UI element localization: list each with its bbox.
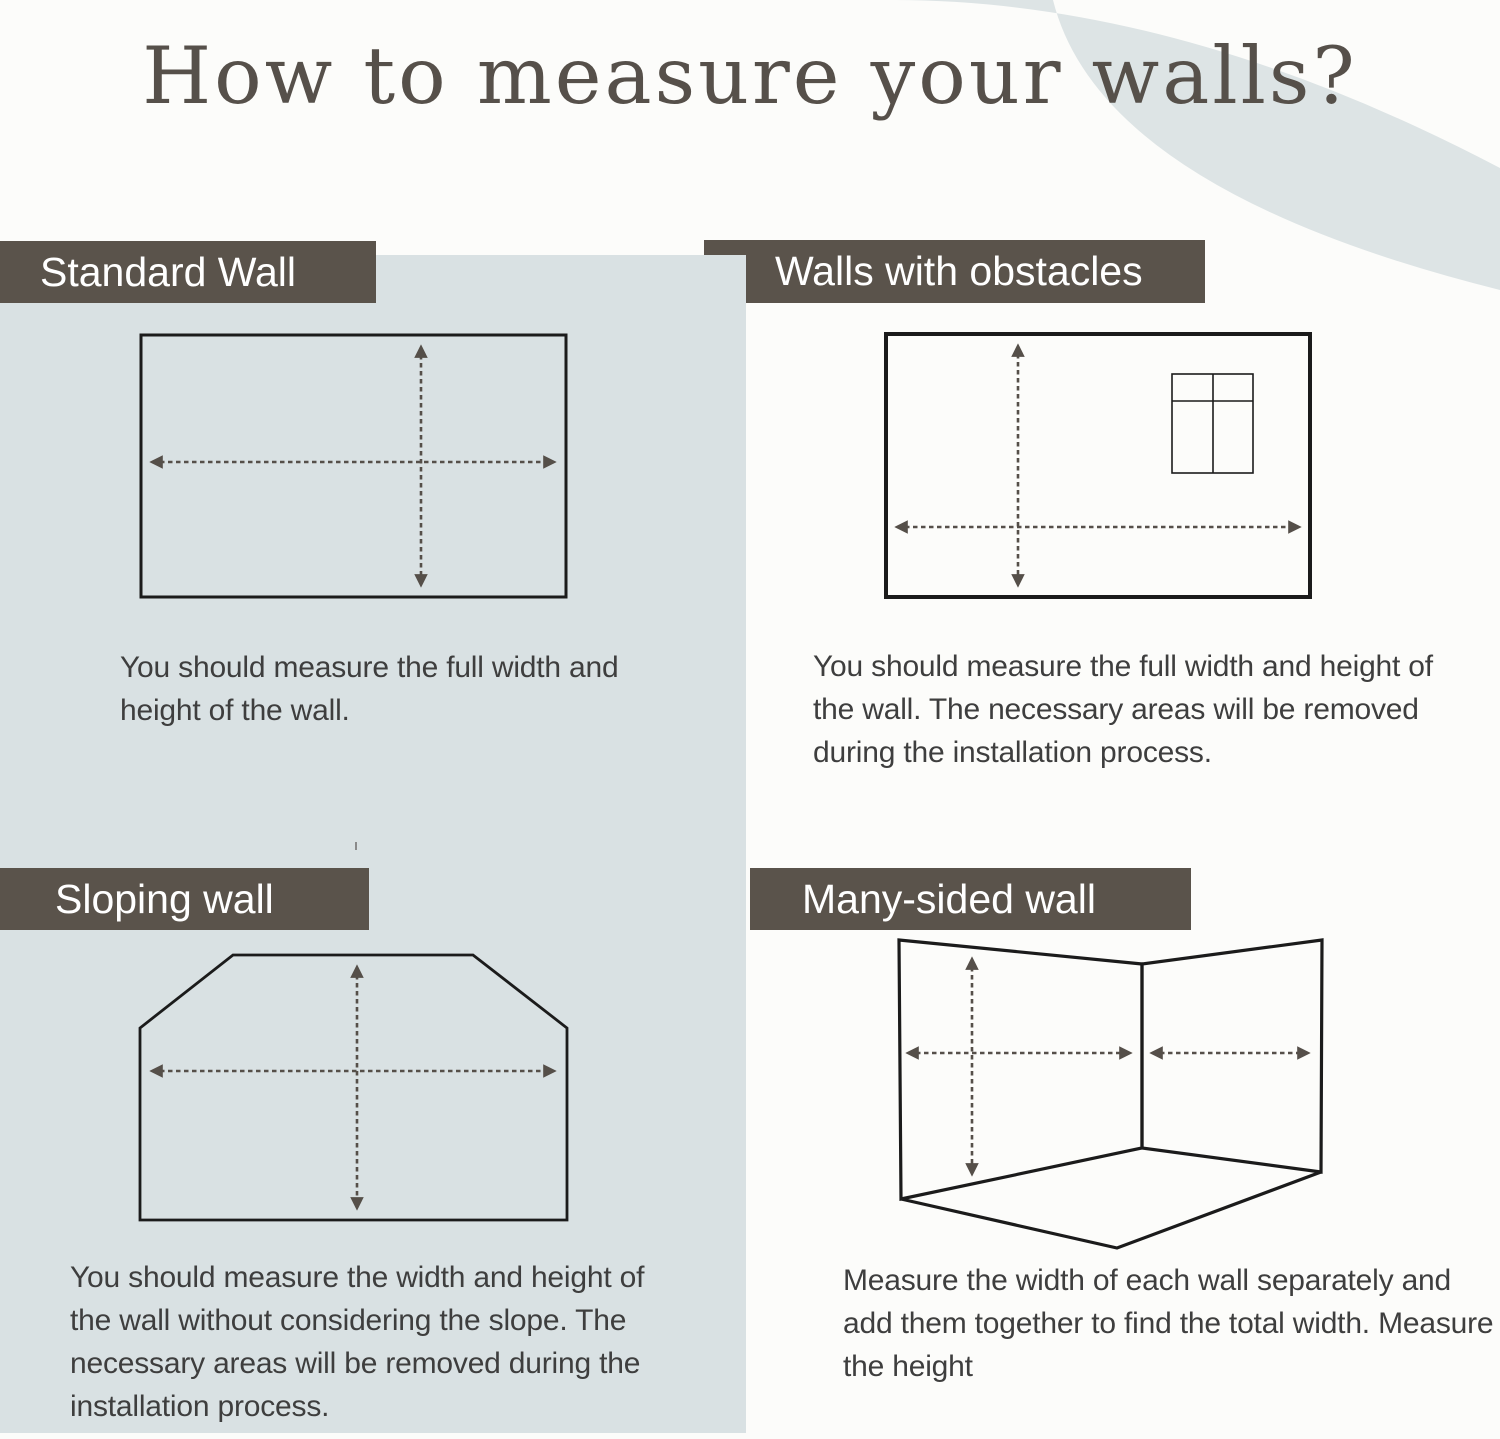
section-header-label: Sloping wall <box>55 876 274 922</box>
section-header-label: Many-sided wall <box>802 876 1096 922</box>
walls-with-obstacles-description: You should measure the full width and height of the wall. The necessary areas will be removed during the installation process. <box>813 650 1433 769</box>
page-title: How to measure your walls? <box>142 30 1358 122</box>
section-header-label: Standard Wall <box>40 249 296 295</box>
sloping-wall-description: You should measure the width and height of the wall without considering the slope. The necessary areas will be removed during the installation process. <box>70 1261 645 1423</box>
many-sided-wall-diagram <box>899 940 1322 1248</box>
window-icon <box>1172 374 1253 473</box>
standard-wall-diagram <box>141 335 566 597</box>
section-header-label: Walls with obstacles <box>775 248 1143 294</box>
walls-with-obstacles-diagram <box>886 334 1310 597</box>
standard-wall-description: You should measure the full width and height of the wall. <box>120 651 619 727</box>
many-sided-wall-description: Measure the width of each wall separately and add them together to find the total width. Measure the height <box>843 1264 1494 1383</box>
sloping-wall-diagram <box>140 842 567 1220</box>
